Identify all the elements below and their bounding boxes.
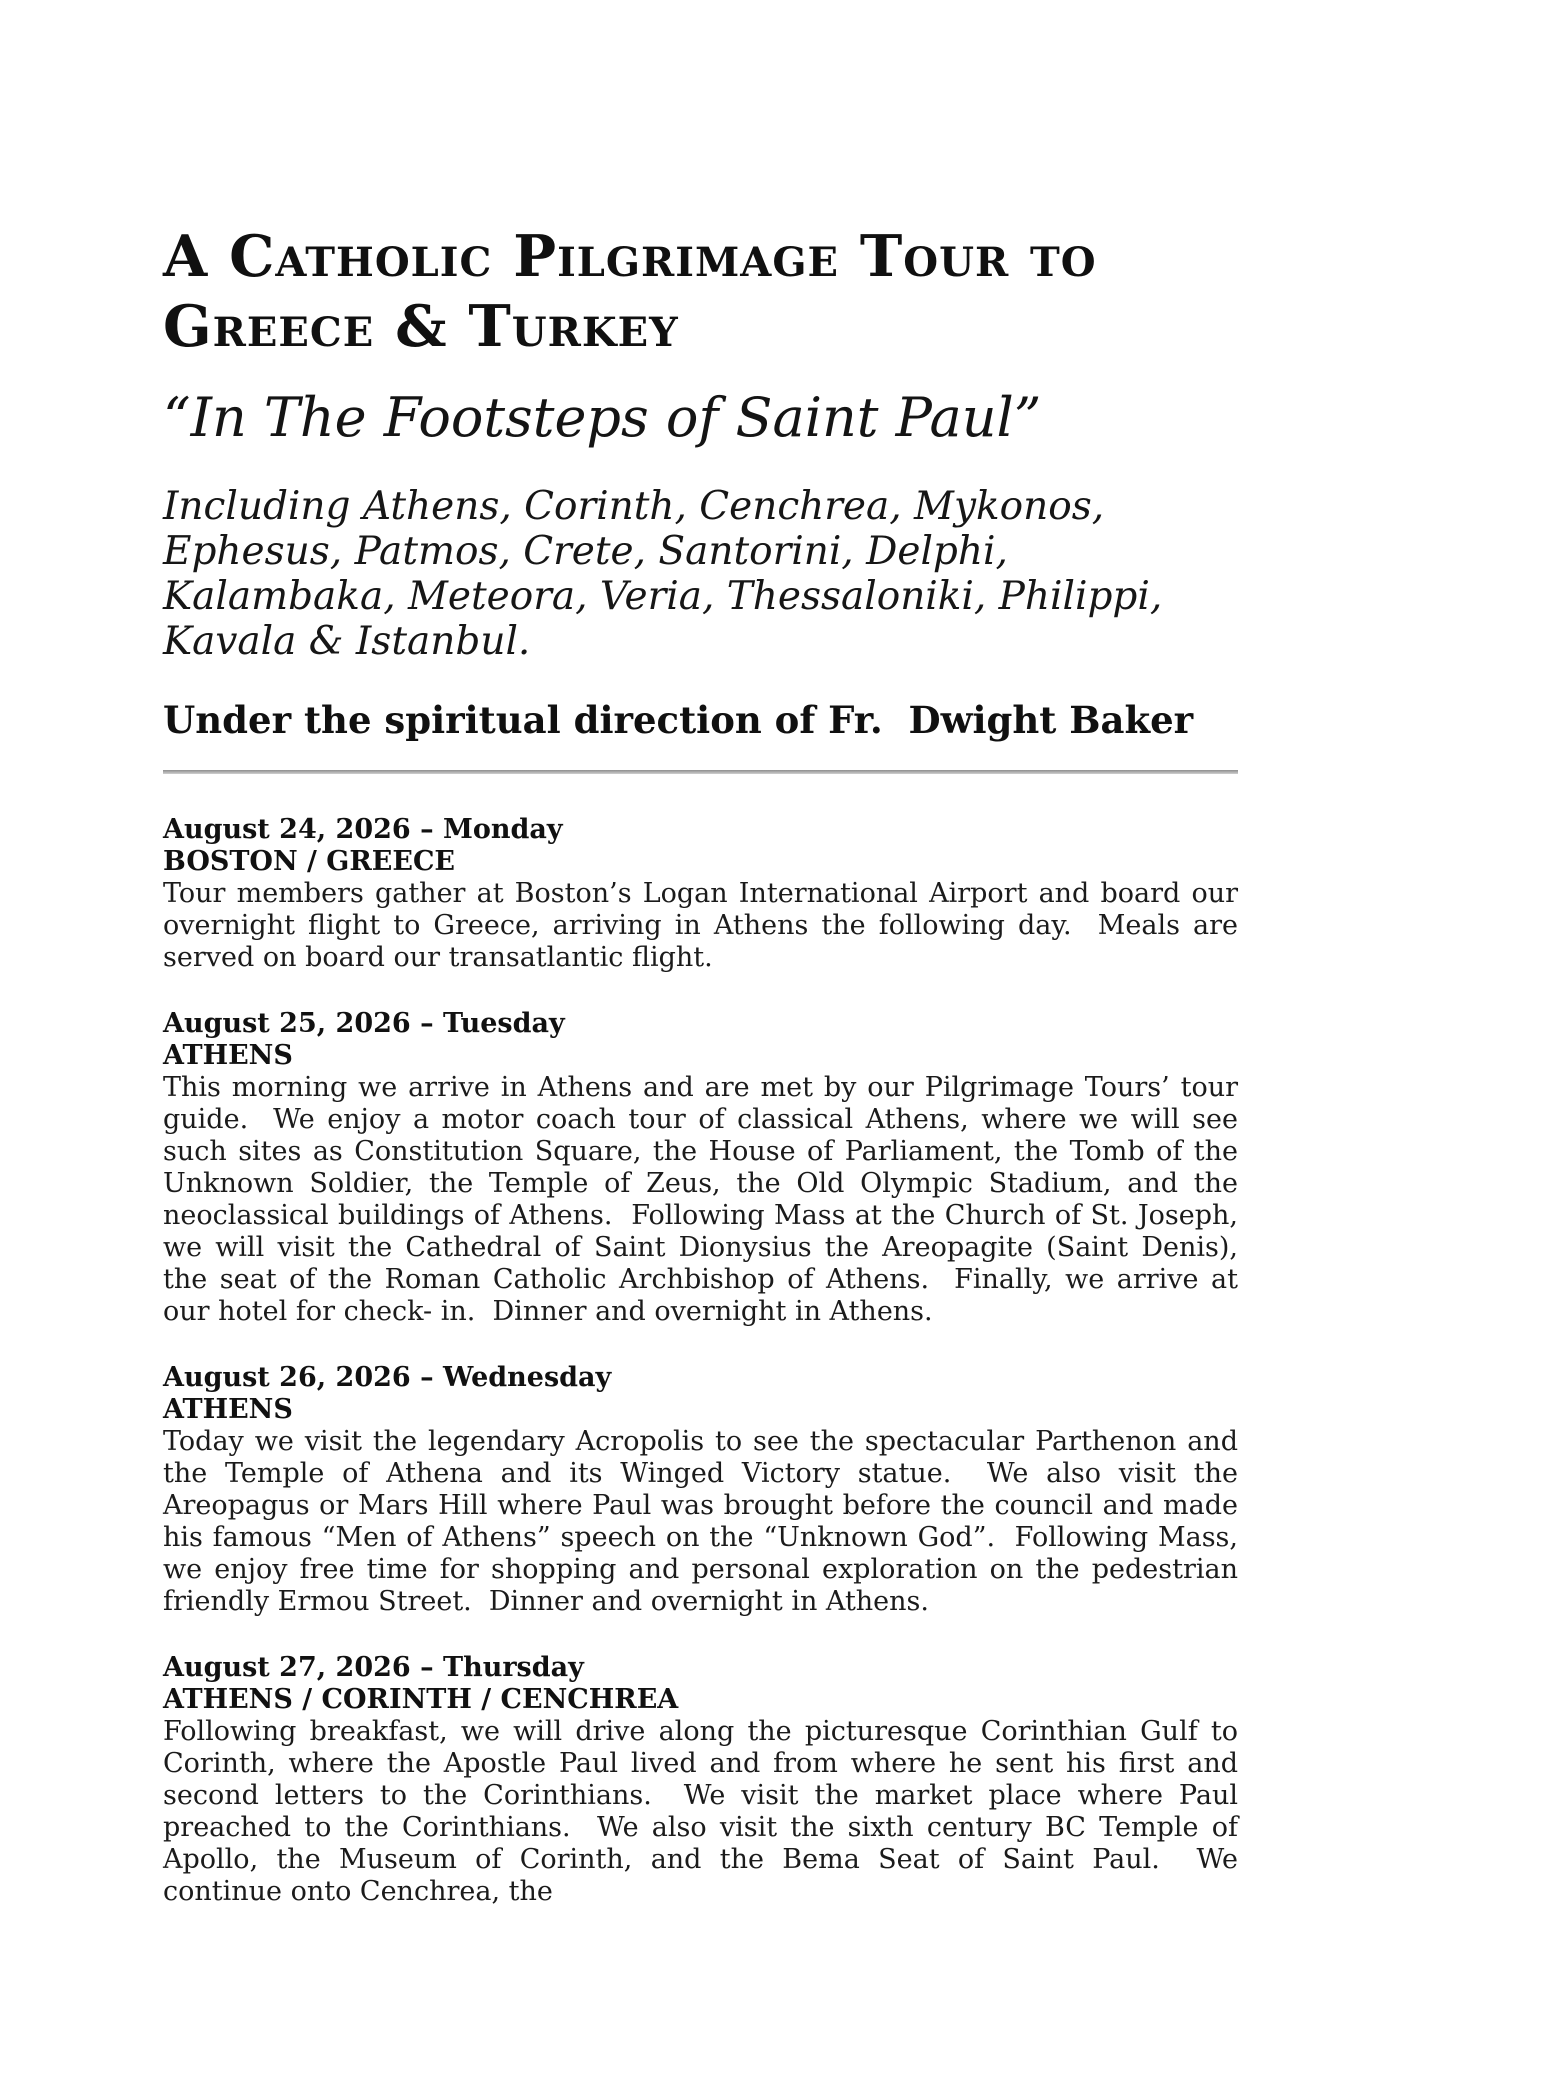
day-date-heading: August 25, 2026 – Tuesday [163,1008,565,1039]
itinerary-day-section [163,814,1247,974]
day-description: Today we visit the legendary Acropolis to see the spectacular Parthenon and the Temple of Athena and its Winged Victory statue. We also visit the Areopagus or Mars Hill where Paul was brought before the council and made his famous “Men of Athens” speech on the “Unknown God”. Following Mass, we enjoy free time for shopping and personal exploration on the pedestrian friendly Ermou Street. Dinner and overnight in Athens. [163,1426,1247,1617]
itinerary-cities-list: Including Athens, Corinth, Cenchrea, Mykonos, Ephesus, Patmos, Crete, Santorini, Delphi, Kalambaka, Meteora, Veria, Thessaloniki, Philippi, Kavala & Istanbul. [163,484,1163,664]
title-line-2: Greece & Turkey [163,293,679,360]
itinerary-days [163,814,1247,1908]
document-subtitle: “In The Footsteps of Saint Paul” [163,386,1042,449]
itinerary-day-section [163,1008,1247,1328]
document-title [163,0,1238,362]
day-location-heading: BOSTON / GREECE [163,846,456,877]
day-location-heading: ATHENS [163,1394,293,1425]
day-description: This morning we arrive in Athens and are met by our Pilgrimage Tours’ tour guide. We enjoy a motor coach tour of classical Athens, where we will see such sites as Constitution Square, the House of Parliament, the Tomb of the Unknown Soldier, the Temple of Zeus, the Old Olympic Stadium, and the neoclassical buildings of Athens. Following Mass at the Church of St. Joseph, we will visit the Cathedral of Saint Dionysius the Areopagite (Saint Denis), the seat of the Roman Catholic Archbishop of Athens. Finally, we arrive at our hotel for check- in. Dinner and overnight in Athens. [163,1072,1247,1327]
day-date-heading: August 24, 2026 – Monday [163,814,563,845]
day-description: Tour members gather at Boston’s Logan International Airport and board our overnight flight to Greece, arriving in Athens the following day. Meals are served on board our transatlantic flight. [163,878,1247,973]
day-date-heading: August 26, 2026 – Wednesday [163,1362,612,1393]
day-description: Following breakfast, we will drive along the picturesque Corinthian Gulf to Corinth, where the Apostle Paul lived and from where he sent his first and second letters to the Corinthians. We visit the market place where Paul preached to the Corinthians. We also visit the sixth century BC Temple of Apollo, the Museum of Corinth, and the Bema Seat of Saint Paul. We continue onto Cenchrea, the [163,1716,1247,1907]
horizontal-divider [163,770,1238,774]
spiritual-direction-line: Under the spiritual direction of Fr. Dwight Baker [163,698,1194,742]
day-location-heading: ATHENS [163,1040,293,1071]
itinerary-day-section [163,1652,1247,1908]
title-line-1: A Catholic Pilgrimage Tour to [163,223,1097,290]
day-location-heading: ATHENS / CORINTH / CENCHREA [163,1684,679,1715]
day-date-heading: August 27, 2026 – Thursday [163,1652,584,1683]
itinerary-day-section [163,1362,1247,1618]
